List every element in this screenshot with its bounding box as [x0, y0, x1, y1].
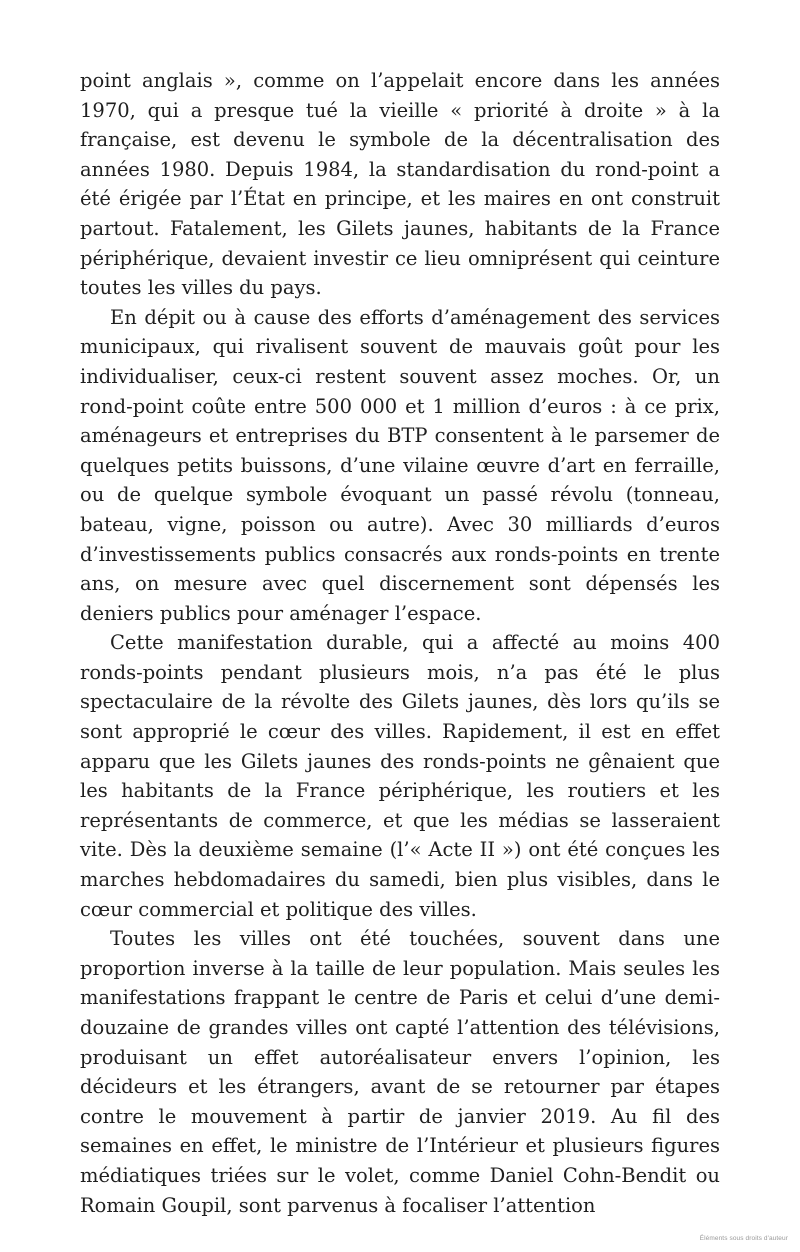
- page-body: [80, 66, 720, 1220]
- paragraph-4: Toutes les villes ont été touchées, souvent dans une proportion inverse à la taille de leur population. Mais seules les manifestations frappant le centre de Paris et celui d’une demi-douzaine de grandes villes ont capté l’attention des télévisions, produisant un effet autoréalisateur envers l’opinion, les décideurs et les étrangers, avant de se retourner par étapes contre le mouvement à partir de janvier 2019. Au fil des semaines en effet, le ministre de l’Intérieur et plusieurs figures médiatiques triées sur le volet, comme Daniel Cohn-Bendit ou Romain Goupil, sont parvenus à focaliser l’attention: [80, 927, 720, 1217]
- paragraph-1: point anglais », comme on l’appelait encore dans les années 1970, qui a presque tué la vieille « priorité à droite » à la française, est devenu le symbole de la décentralisation des années 1980. Depuis 1984, la standardisation du rond-point a été érigée par l’État en principe, et les maires en ont construit partout. Fatalement, les Gilets jaunes, habitants de la France périphérique, devaient investir ce lieu omniprésent qui ceinture toutes les villes du pays.: [80, 69, 720, 300]
- paragraph-2: En dépit ou à cause des efforts d’aménagement des services municipaux, qui rivalisent souvent de mauvais goût pour les individualiser, ceux-ci restent souvent assez moches. Or, un rond-point coûte entre 500 000 et 1 million d’euros : à ce prix, aménageurs et entreprises du BTP consentent à le parsemer de quelques petits buissons, d’une vilaine œuvre d’art en ferraille, ou de quelque symbole évoquant un passé révolu (tonneau, bateau, vigne, poisson ou autre). Avec 30 milliards d’euros d’investissements publics consacrés aux ronds-points en trente ans, on mesure avec quel discernement sont dépensés les deniers publics pour aménager l’espace.: [80, 305, 720, 625]
- copyright-watermark: Éléments sous droits d'auteur: [699, 1235, 788, 1242]
- paragraph-3: Cette manifestation durable, qui a affecté au moins 400 ronds-points pendant plusieurs mois, n’a pas été le plus spectaculaire de la révolte des Gilets jaunes, dès lors qu’ils se sont approprié le cœur des villes. Rapidement, il est en effet apparu que les Gilets jaunes des ronds-points ne gênaient que les habitants de la France périphérique, les routiers et les représentants de commerce, et que les médias se lasseraient vite. Dès la deuxième semaine (l’« Acte II ») ont été conçues les marches hebdomadaires du samedi, bien plus visibles, dans le cœur commercial et politique des villes.: [80, 631, 720, 921]
